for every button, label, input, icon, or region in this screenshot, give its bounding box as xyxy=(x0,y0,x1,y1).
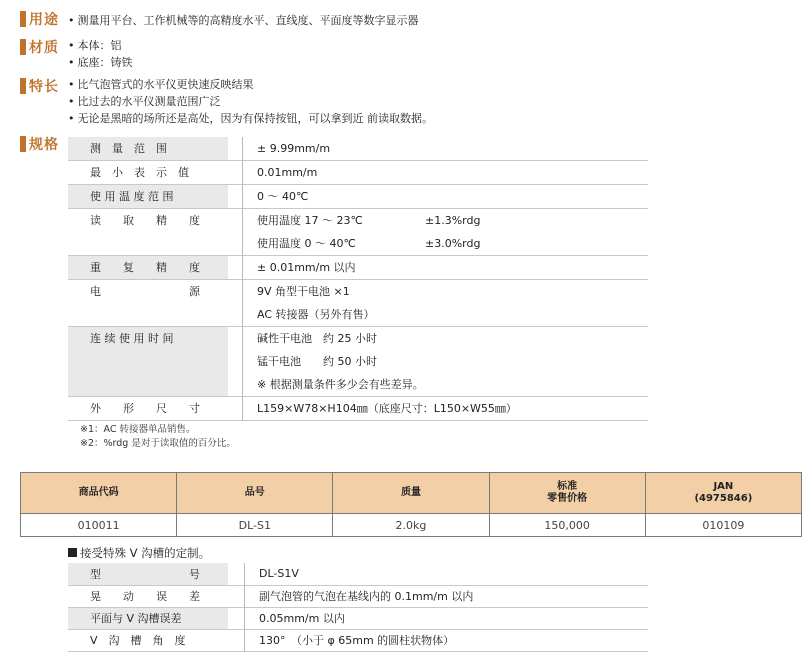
header-model: 品号 xyxy=(177,473,333,514)
spec-row xyxy=(68,209,648,256)
custom-row xyxy=(68,629,648,651)
section-marker xyxy=(20,39,26,55)
spec-value: AC 转接器（另外有售） xyxy=(257,308,375,321)
section-marker xyxy=(20,78,26,94)
cell-jan: 010109 xyxy=(645,514,801,537)
spec-row xyxy=(68,185,648,209)
spec-value: 9V 角型干电池 ×1 xyxy=(257,285,350,298)
spec-value-accuracy: ±3.0%rdg xyxy=(425,237,481,250)
custom-row xyxy=(68,563,648,585)
usage-line: • 测量用平台、工作机械等的高精度水平、直线度、平面度等数字显示器 xyxy=(68,13,419,29)
custom-row xyxy=(68,607,648,629)
spec-row xyxy=(68,397,648,421)
cell-product-code: 010011 xyxy=(21,514,177,537)
feature-line: • 比过去的水平仪测量范围广泛 xyxy=(68,94,221,110)
spec-key: 最 小 表 示 值 xyxy=(90,166,189,179)
cell-model: DL-S1 xyxy=(177,514,333,537)
spec-value: 使用温度 0 ～ 40℃ xyxy=(257,237,356,250)
header-price: 标准 零售价格 xyxy=(489,473,645,514)
custom-key: 平面与 V 沟槽误差 xyxy=(68,607,228,629)
spec-row xyxy=(68,280,648,327)
custom-key: 型 号 xyxy=(68,563,228,585)
footnote: ※1：AC 转接器单品销售。 xyxy=(80,424,196,435)
feature-line: • 比气泡管式的水平仪更快速反映结果 xyxy=(68,77,254,93)
custom-key: 晃 动 误 差 xyxy=(90,590,200,603)
spec-key: 使 用 温 度 范 围 xyxy=(90,190,174,203)
spec-row xyxy=(68,256,648,280)
spec-value: ※ 根据测量条件多少会有些差异。 xyxy=(257,378,424,391)
spec-value: 锰干电池 约 50 小时 xyxy=(257,355,377,368)
custom-value: 130° （小于 φ 65mm 的圆柱状物体） xyxy=(245,629,649,651)
spec-value: 0.01mm/m xyxy=(257,166,318,179)
spec-key: 读 取 精 度 xyxy=(90,214,200,227)
section-marker xyxy=(20,11,26,27)
header-jan: JAN (4975846) xyxy=(645,473,801,514)
section-features-label: 特长 xyxy=(20,78,59,94)
spec-row xyxy=(68,137,648,161)
spec-value-accuracy: ±1.3%rdg xyxy=(425,214,481,227)
feature-line: • 无论是黑暗的场所还是高处，因为有保持按钮，可以拿到近 前读取数据。 xyxy=(68,111,433,127)
table-row xyxy=(21,514,802,537)
spec-key: 测 量 范 围 xyxy=(90,142,167,155)
spec-key: 连 续 使 用 时 间 xyxy=(90,332,174,345)
material-line: • 底座：铸铁 xyxy=(68,55,133,71)
spec-value: 碱性干电池 约 25 小时 xyxy=(257,332,377,345)
footnote: ※2：%rdg 是对于读取值的百分比。 xyxy=(80,438,236,449)
spec-value: ± 9.99mm/m xyxy=(257,142,331,155)
spec-key: 外 形 尺 寸 xyxy=(90,402,200,415)
section-material-label: 材质 xyxy=(20,39,59,55)
section-marker xyxy=(20,136,26,152)
spec-value: ± 0.01mm/m 以内 xyxy=(257,261,356,274)
spec-value: 0 ～ 40℃ xyxy=(257,190,309,203)
custom-title: 接受特殊 V 沟槽的定制。 xyxy=(68,545,210,561)
section-spec-label: 规格 xyxy=(20,136,59,152)
custom-value: DL-S1V xyxy=(245,563,649,585)
header-weight: 质量 xyxy=(333,473,489,514)
cell-price: 150,000 xyxy=(489,514,645,537)
spec-table xyxy=(68,137,648,421)
cell-weight: 2.0kg xyxy=(333,514,489,537)
spec-value: 使用温度 17 ～ 23℃ xyxy=(257,214,363,227)
spec-key: 电 源 xyxy=(90,285,200,298)
custom-row xyxy=(68,585,648,607)
custom-value: 0.05mm/m 以内 xyxy=(245,607,649,629)
spec-row xyxy=(68,327,648,397)
custom-value: 副气泡管的气泡在基线内的 0.1mm/m 以内 xyxy=(245,585,649,607)
spec-key: 重 复 精 度 xyxy=(90,261,200,274)
header-product-code: 商品代码 xyxy=(21,473,177,514)
custom-spec-table xyxy=(68,563,648,652)
material-line: • 本体：铝 xyxy=(68,38,122,54)
spec-row xyxy=(68,161,648,185)
custom-key: V 沟 槽 角 度 xyxy=(90,634,186,647)
section-usage-label: 用途 xyxy=(20,11,59,27)
spec-value: L159×W78×H104㎜（底座尺寸：L150×W55㎜） xyxy=(257,402,517,415)
product-table xyxy=(20,472,802,537)
square-bullet-icon xyxy=(68,548,77,557)
